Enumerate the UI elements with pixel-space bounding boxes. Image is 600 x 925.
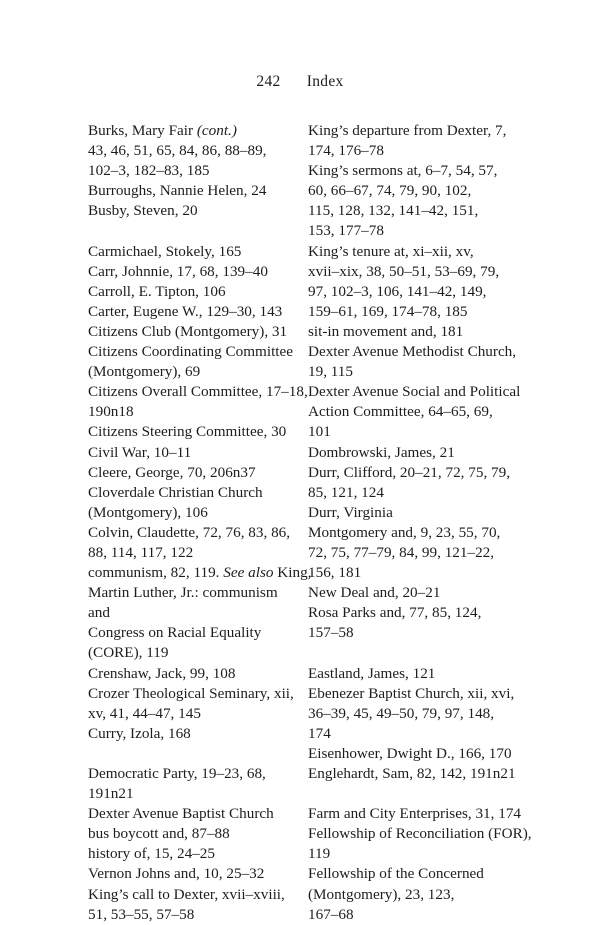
index-continuation: 36–39, 45, 49–50, 79, 97, 148, <box>308 704 495 722</box>
index-entry: Citizens Steering Committee, 30 <box>88 423 287 441</box>
index-entry: Durr, Virginia <box>308 503 393 521</box>
index-entry: Eastland, James, 121 <box>308 664 436 682</box>
index-entry: Crozer Theological Seminary, xii, <box>88 684 294 702</box>
index-subentry: sit-in movement and, 181 <box>308 322 464 340</box>
index-entry: Farm and City Enterprises, 31, 174 <box>308 805 522 823</box>
index-subentry: history of, 15, 24–25 <box>88 845 215 863</box>
entry-text: King, <box>273 564 312 582</box>
index-continuation: (Montgomery), 69 <box>88 363 201 381</box>
index-continuation: (Montgomery), 23, 123, <box>308 885 455 903</box>
running-header <box>0 73 600 91</box>
index-subentry: Montgomery and, 9, 23, 55, 70, <box>308 523 501 541</box>
index-entry: Curry, Izola, 168 <box>88 724 191 742</box>
index-continuation: 43, 46, 51, 65, 84, 86, 88–89, <box>88 142 267 160</box>
index-continuation: 97, 102–3, 106, 141–42, 149, <box>308 282 487 300</box>
index-entry: Carmichael, Stokely, 165 <box>88 242 242 260</box>
index-entry <box>88 121 328 141</box>
index-continuation: 159–61, 169, 174–78, 185 <box>308 302 468 320</box>
italic-note: (cont.) <box>196 122 237 139</box>
index-continuation: xvii–xix, 38, 50–51, 53–69, 79, <box>308 262 500 280</box>
entry-spacer <box>88 221 328 241</box>
index-entry: Carter, Eugene W., 129–30, 143 <box>88 302 283 320</box>
index-subentry: Vernon Johns and, 10, 25–32 <box>88 865 265 883</box>
index-entry: Carroll, E. Tipton, 106 <box>88 282 226 300</box>
index-continuation: (Montgomery), 106 <box>88 503 208 521</box>
index-continuation: Martin Luther, Jr.: communism <box>88 584 278 602</box>
index-entry: Citizens Club (Montgomery), 31 <box>88 322 288 340</box>
entry-text: communism, 82, 119. <box>88 564 224 582</box>
entry-spacer <box>88 744 328 764</box>
index-continuation: 101 <box>308 423 331 441</box>
page-number: 242 <box>256 73 281 90</box>
index-entry: Congress on Racial Equality <box>88 624 262 642</box>
index-continuation: Action Committee, 64–65, 69, <box>308 403 493 421</box>
index-subentry: King’s call to Dexter, xvii–xviii, <box>88 885 285 903</box>
index-entry: Englehardt, Sam, 82, 142, 191n21 <box>308 765 516 782</box>
index-subentry: Rosa Parks and, 77, 85, 124, <box>308 604 482 622</box>
entry-text: Burks, Mary Fair <box>88 122 197 139</box>
index-column-right <box>308 121 548 925</box>
index-entry: Citizens Coordinating Committee <box>88 343 294 361</box>
index-continuation: 156, 181 <box>308 564 362 582</box>
entry-spacer <box>308 784 548 804</box>
index-continuation: 60, 66–67, 74, 79, 90, 102, <box>308 182 472 200</box>
index-entry: Colvin, Claudette, 72, 76, 83, 86, <box>88 523 291 541</box>
index-continuation: 19, 115 <box>308 363 353 381</box>
index-continuation: 119 <box>308 845 331 863</box>
index-entry: Civil War, 10–11 <box>88 443 192 461</box>
index-entry: Citizens Overall Committee, 17–18, <box>88 383 308 401</box>
index-entry: Dombrowski, James, 21 <box>308 443 455 461</box>
italic-note: See also <box>223 564 274 582</box>
index-column-left <box>88 121 328 925</box>
index-entry: Crenshaw, Jack, 99, 108 <box>88 664 236 682</box>
index-entry: Dexter Avenue Methodist Church, <box>308 343 517 361</box>
index-subentry: bus boycott and, 87–88 <box>88 825 230 843</box>
index-subentry: New Deal and, 20–21 <box>308 584 441 602</box>
index-entry: Cloverdale Christian Church <box>88 483 263 501</box>
entry-spacer <box>308 643 548 663</box>
index-entry: Fellowship of Reconciliation (FOR), <box>308 825 532 843</box>
index-continuation: and <box>88 604 110 622</box>
index-continuation: 167–68 <box>308 905 354 923</box>
index-continuation: 85, 121, 124 <box>308 483 384 501</box>
index-continuation: 191n21 <box>88 785 134 803</box>
index-continuation: 157–58 <box>308 624 354 642</box>
index-entry: Dexter Avenue Social and Political <box>308 383 521 401</box>
index-entry: Dexter Avenue Baptist Church <box>88 805 274 823</box>
index-continuation: 72, 75, 77–79, 84, 99, 121–22, <box>308 543 495 561</box>
index-continuation: xv, 41, 44–47, 145 <box>88 704 201 722</box>
index-continuation: 115, 128, 132, 141–42, 151, <box>308 202 479 220</box>
index-continuation: 174 <box>308 724 331 742</box>
index-entry: Busby, Steven, 20 <box>88 202 198 220</box>
index-continuation: 190n18 <box>88 403 134 421</box>
index-entry: Durr, Clifford, 20–21, 72, 75, 79, <box>308 463 511 481</box>
index-entry: Fellowship of the Concerned <box>308 865 484 883</box>
index-entry: Cleere, George, 70, 206n37 <box>88 463 256 481</box>
page-title: Index <box>306 73 344 90</box>
index-continuation: 153, 177–78 <box>308 222 384 240</box>
index-continuation: 51, 53–55, 57–58 <box>88 905 195 923</box>
index-continuation: 88, 114, 117, 122 <box>88 543 194 561</box>
index-subentry: King’s tenure at, xi–xii, xv, <box>308 242 474 260</box>
index-entry: Democratic Party, 19–23, 68, <box>88 765 266 782</box>
index-entry: Carr, Johnnie, 17, 68, 139–40 <box>88 262 268 280</box>
index-entry <box>88 563 328 583</box>
index-subentry: King’s departure from Dexter, 7, <box>308 122 507 139</box>
index-continuation: (CORE), 119 <box>88 644 169 662</box>
index-continuation: 174, 176–78 <box>308 142 384 160</box>
index-entry: Ebenezer Baptist Church, xii, xvi, <box>308 684 515 702</box>
index-continuation: 102–3, 182–83, 185 <box>88 162 210 180</box>
index-entry: Burroughs, Nannie Helen, 24 <box>88 182 267 200</box>
index-entry: Eisenhower, Dwight D., 166, 170 <box>308 744 512 762</box>
index-subentry: King’s sermons at, 6–7, 54, 57, <box>308 162 498 180</box>
